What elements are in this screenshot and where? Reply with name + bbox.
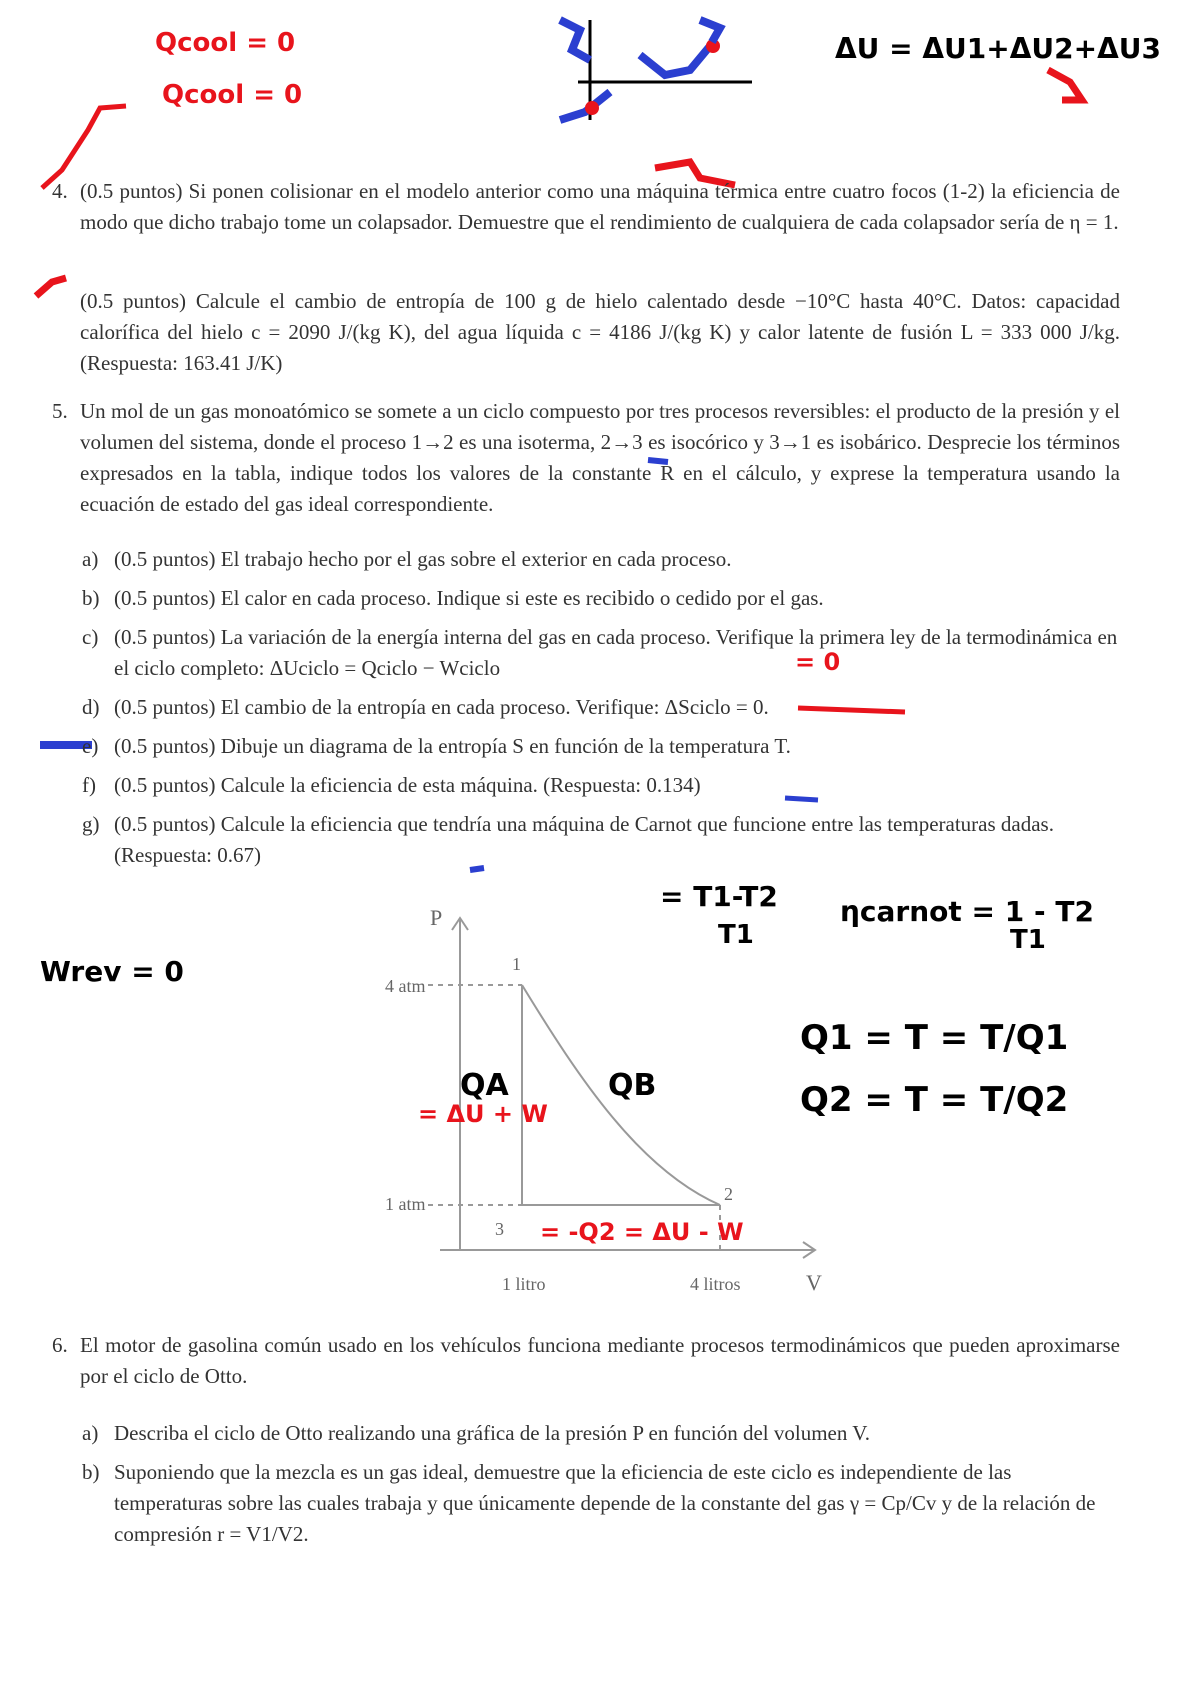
list-item: c) (0.5 puntos) La variación de la energía interna del gas en cada proceso. Verifique la primera ley de la termodinámica en el ciclo completo: ΔUciclo = Qciclo − Wciclo	[82, 625, 1118, 680]
x-axis-label: V	[806, 1270, 822, 1295]
annotation-graph-right-1: = T1-T2	[660, 880, 778, 913]
annotation-graph-right-2-den: T1	[1010, 925, 1046, 955]
annotation-eq-1: Q1 = T = T/Q1	[800, 1018, 1069, 1058]
annotation-graph-right-2: ηcarnot = 1 - T2	[840, 895, 1094, 928]
problem-number: 4.	[52, 179, 68, 203]
problem-text: (0.5 puntos) Si ponen colisionar en el modelo anterior como una máquina térmica entre cuatro focos (1-2) la eficiencia de modo que dicho trabajo tome un colapsador. Demuestre que el rendimiento de cualquiera de cada colapsador sería de η = 1.	[80, 179, 1120, 234]
list-item: g) (0.5 puntos) Calcule la eficiencia que tendría una máquina de Carnot que funcione entre las temperaturas dadas. (Respuesta: 0.67)	[82, 812, 1054, 867]
problem-number: 5.	[52, 399, 68, 423]
list-item: a) Describa el ciclo de Otto realizando una gráfica de la presión P en función del volumen V.	[82, 1421, 870, 1445]
point-1-label: 1	[512, 954, 521, 974]
annotation-graph-qb: QB	[608, 1068, 657, 1103]
annotation-left-mid: Wrev = 0	[40, 955, 184, 988]
annotation-graph-right-1-den: T1	[718, 920, 754, 950]
x-tick-left: 1 litro	[502, 1274, 546, 1294]
y-tick-bottom: 1 atm	[385, 1194, 426, 1214]
problem-text: (0.5 puntos) Calcule el cambio de entropía de 100 g de hielo calentado desde −10°C hasta 40°C. Datos: capacidad calorífica del hielo c = 2090 J/(kg K), del agua líquida c = 4186 J/(kg K) y calor latente de fusión L = 333 000 J/kg. (Respuesta: 163.41 J/K)	[80, 289, 1120, 375]
list-item: f) (0.5 puntos) Calcule la eficiencia de esta máquina. (Respuesta: 0.134)	[82, 773, 701, 797]
list-item: e) (0.5 puntos) Dibuje un diagrama de la entropía S en función de la temperatura T.	[82, 734, 791, 758]
point-3-label: 3	[495, 1219, 504, 1239]
annotation-top-left-1: Qcool = 0	[155, 28, 296, 58]
annotation-top-right: ΔU = ΔU1+ΔU2+ΔU3	[835, 32, 1161, 65]
problem-6	[52, 1330, 1120, 1392]
x-tick-right: 4 litros	[690, 1274, 741, 1294]
annotation-graph-mid-red: = ΔU + W	[418, 1100, 548, 1128]
annotation-graph-bottom-red: = -Q2 = ΔU - W	[540, 1218, 744, 1246]
annotation-top-left-2: Qcool = 0	[162, 80, 303, 110]
list-item: a) (0.5 puntos) El trabajo hecho por el gas sobre el exterior en cada proceso.	[82, 547, 732, 571]
list-item: b) Suponiendo que la mezcla es un gas ideal, demuestre que la eficiencia de este ciclo es independiente de las temperaturas sobre las cuales trabaja y que únicamente depende de la constante del gas γ = Cp/Cv y de la relación de compresión r = V1/V2.	[82, 1460, 1096, 1546]
problem-text: El motor de gasolina común usado en los vehículos funciona mediante procesos termodinámicos que pueden aproximarse por el ciclo de Otto.	[80, 1333, 1120, 1388]
point-2-label: 2	[724, 1184, 733, 1204]
y-axis-label: P	[430, 905, 443, 930]
problem-6-items	[82, 1418, 1120, 1558]
list-item: b) (0.5 puntos) El calor en cada proceso. Indique si este es recibido o cedido por el gas.	[82, 586, 824, 610]
annotation-graph-qa: QA	[460, 1068, 509, 1103]
y-tick-top: 4 atm	[385, 976, 426, 996]
problem-text: Un mol de un gas monoatómico se somete a un ciclo compuesto por tres procesos reversibles: el producto de la presión y el volumen del sistema, donde el proceso 1→2 es una isoterma, 2→3 es isocórico y 3→1 es isobárico. Desprecie los términos expresados en la tabla, indique todos los valores de la constante R en el cálculo, y exprese la temperatura usando la ecuación de estado del gas ideal correspondiente.	[80, 399, 1120, 516]
problem-number: 6.	[52, 1333, 68, 1357]
annotation-eq-2: Q2 = T = T/Q2	[800, 1080, 1069, 1120]
annotation-item-c: = 0	[795, 648, 841, 676]
list-item: d) (0.5 puntos) El cambio de la entropía en cada proceso. Verifique: ΔSciclo = 0.	[82, 695, 769, 719]
